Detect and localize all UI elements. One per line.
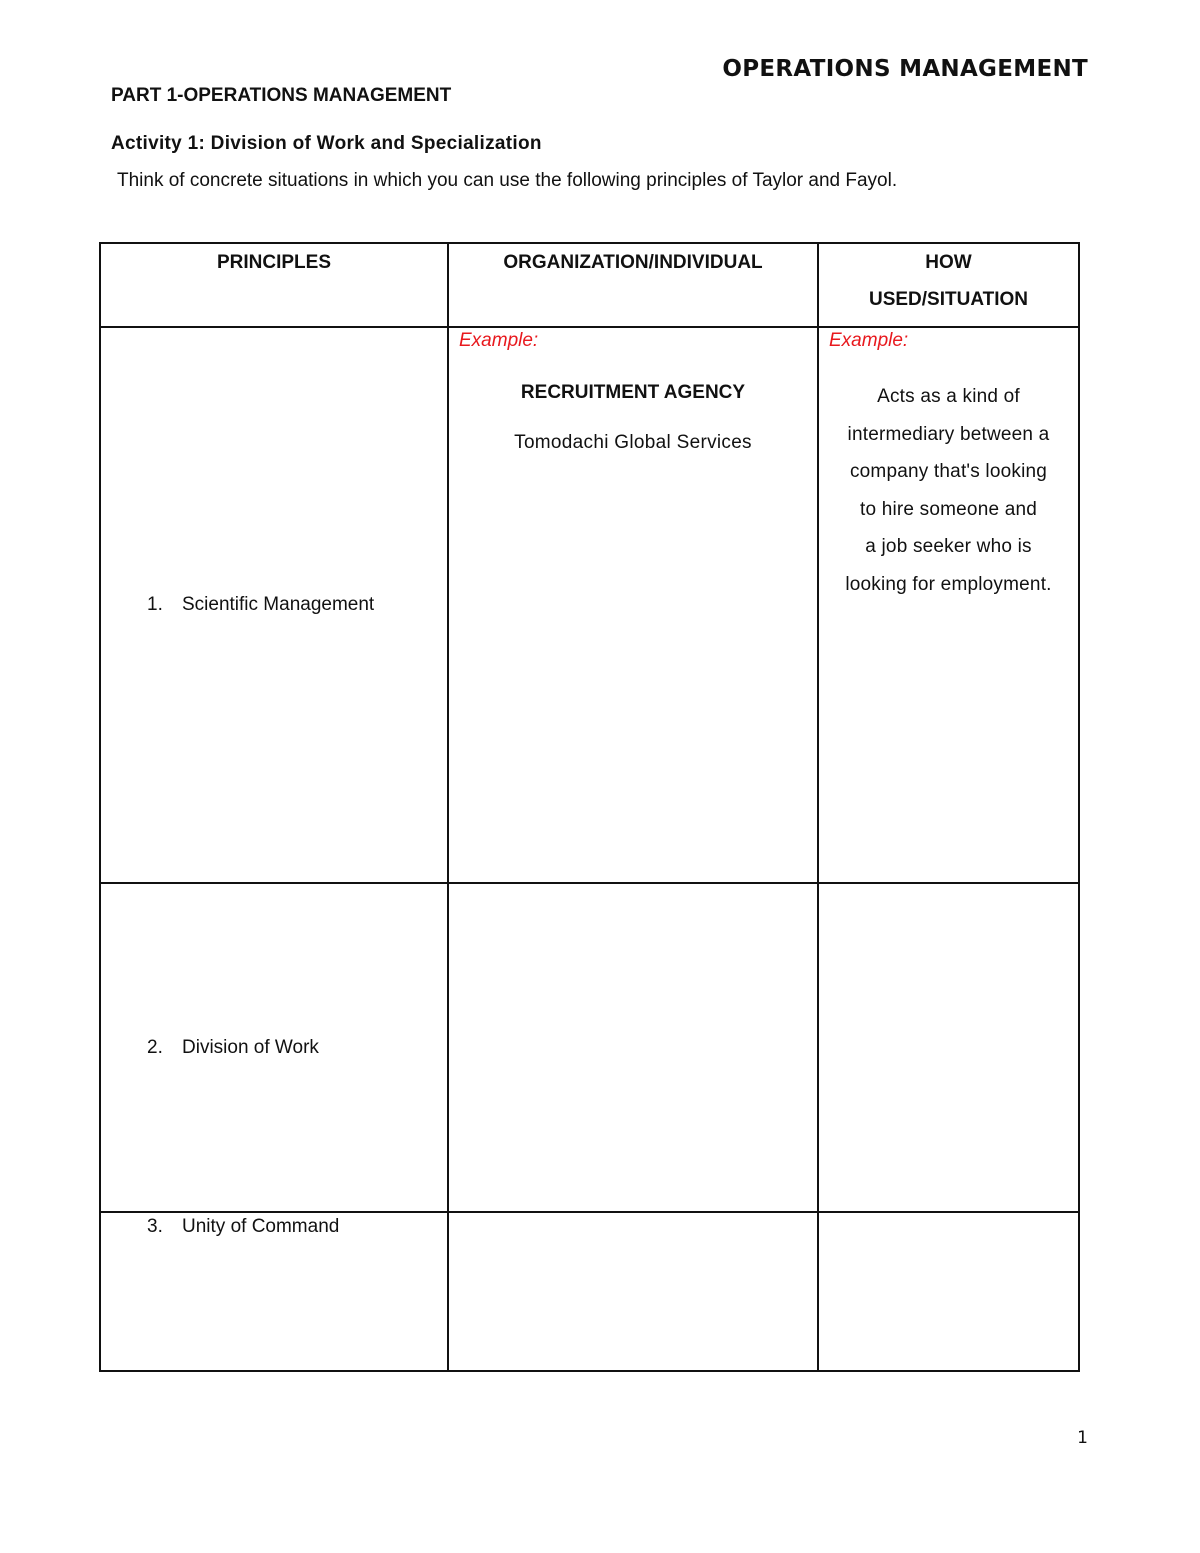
table-row: [100, 1212, 1079, 1371]
org-company-name: Tomodachi Global Services: [514, 432, 752, 453]
table-row: [100, 327, 1079, 883]
principle-label: 1. Scientific Management: [147, 594, 375, 615]
how-used-cell[interactable]: [818, 1212, 1079, 1371]
how-used-description: Acts as a kind of intermediary between a company that's looking to hire someone and a job seeker who is looking for employment.: [845, 386, 1052, 595]
organization-cell[interactable]: [448, 327, 818, 883]
activity-instructions: Think of concrete situations in which you can use the following principles of Taylor and Fayol.: [117, 170, 898, 191]
how-used-cell[interactable]: [818, 327, 1079, 883]
principle-cell: [100, 327, 448, 883]
header-principles: PRINCIPLES: [100, 243, 448, 327]
header-organization-individual: ORGANIZATION/INDIVIDUAL: [448, 243, 818, 327]
running-header-title: OPERATIONS MANAGEMENT: [722, 56, 1088, 82]
part-title: PART 1-OPERATIONS MANAGEMENT: [111, 85, 452, 106]
principle-label: 2. Division of Work: [147, 1036, 319, 1058]
principle-cell: [100, 1212, 448, 1371]
page-number: 1: [1077, 1428, 1088, 1448]
principles-worksheet-table: [99, 242, 1080, 1372]
activity-title: Activity 1: Division of Work and Specialization: [111, 133, 542, 154]
table-header-row: [100, 243, 1079, 327]
organization-cell[interactable]: [448, 883, 818, 1212]
principle-label: 3. Unity of Command: [147, 1216, 340, 1237]
how-example-label: Example:: [829, 330, 909, 351]
org-name: RECRUITMENT AGENCY: [520, 382, 746, 403]
org-example-label: Example:: [459, 330, 539, 351]
table-row: [100, 883, 1079, 1212]
principle-cell: [100, 883, 448, 1212]
organization-cell[interactable]: [448, 1212, 818, 1371]
header-how-used-situation: HOW USED/SITUATION: [818, 243, 1079, 327]
how-used-cell[interactable]: [818, 883, 1079, 1212]
